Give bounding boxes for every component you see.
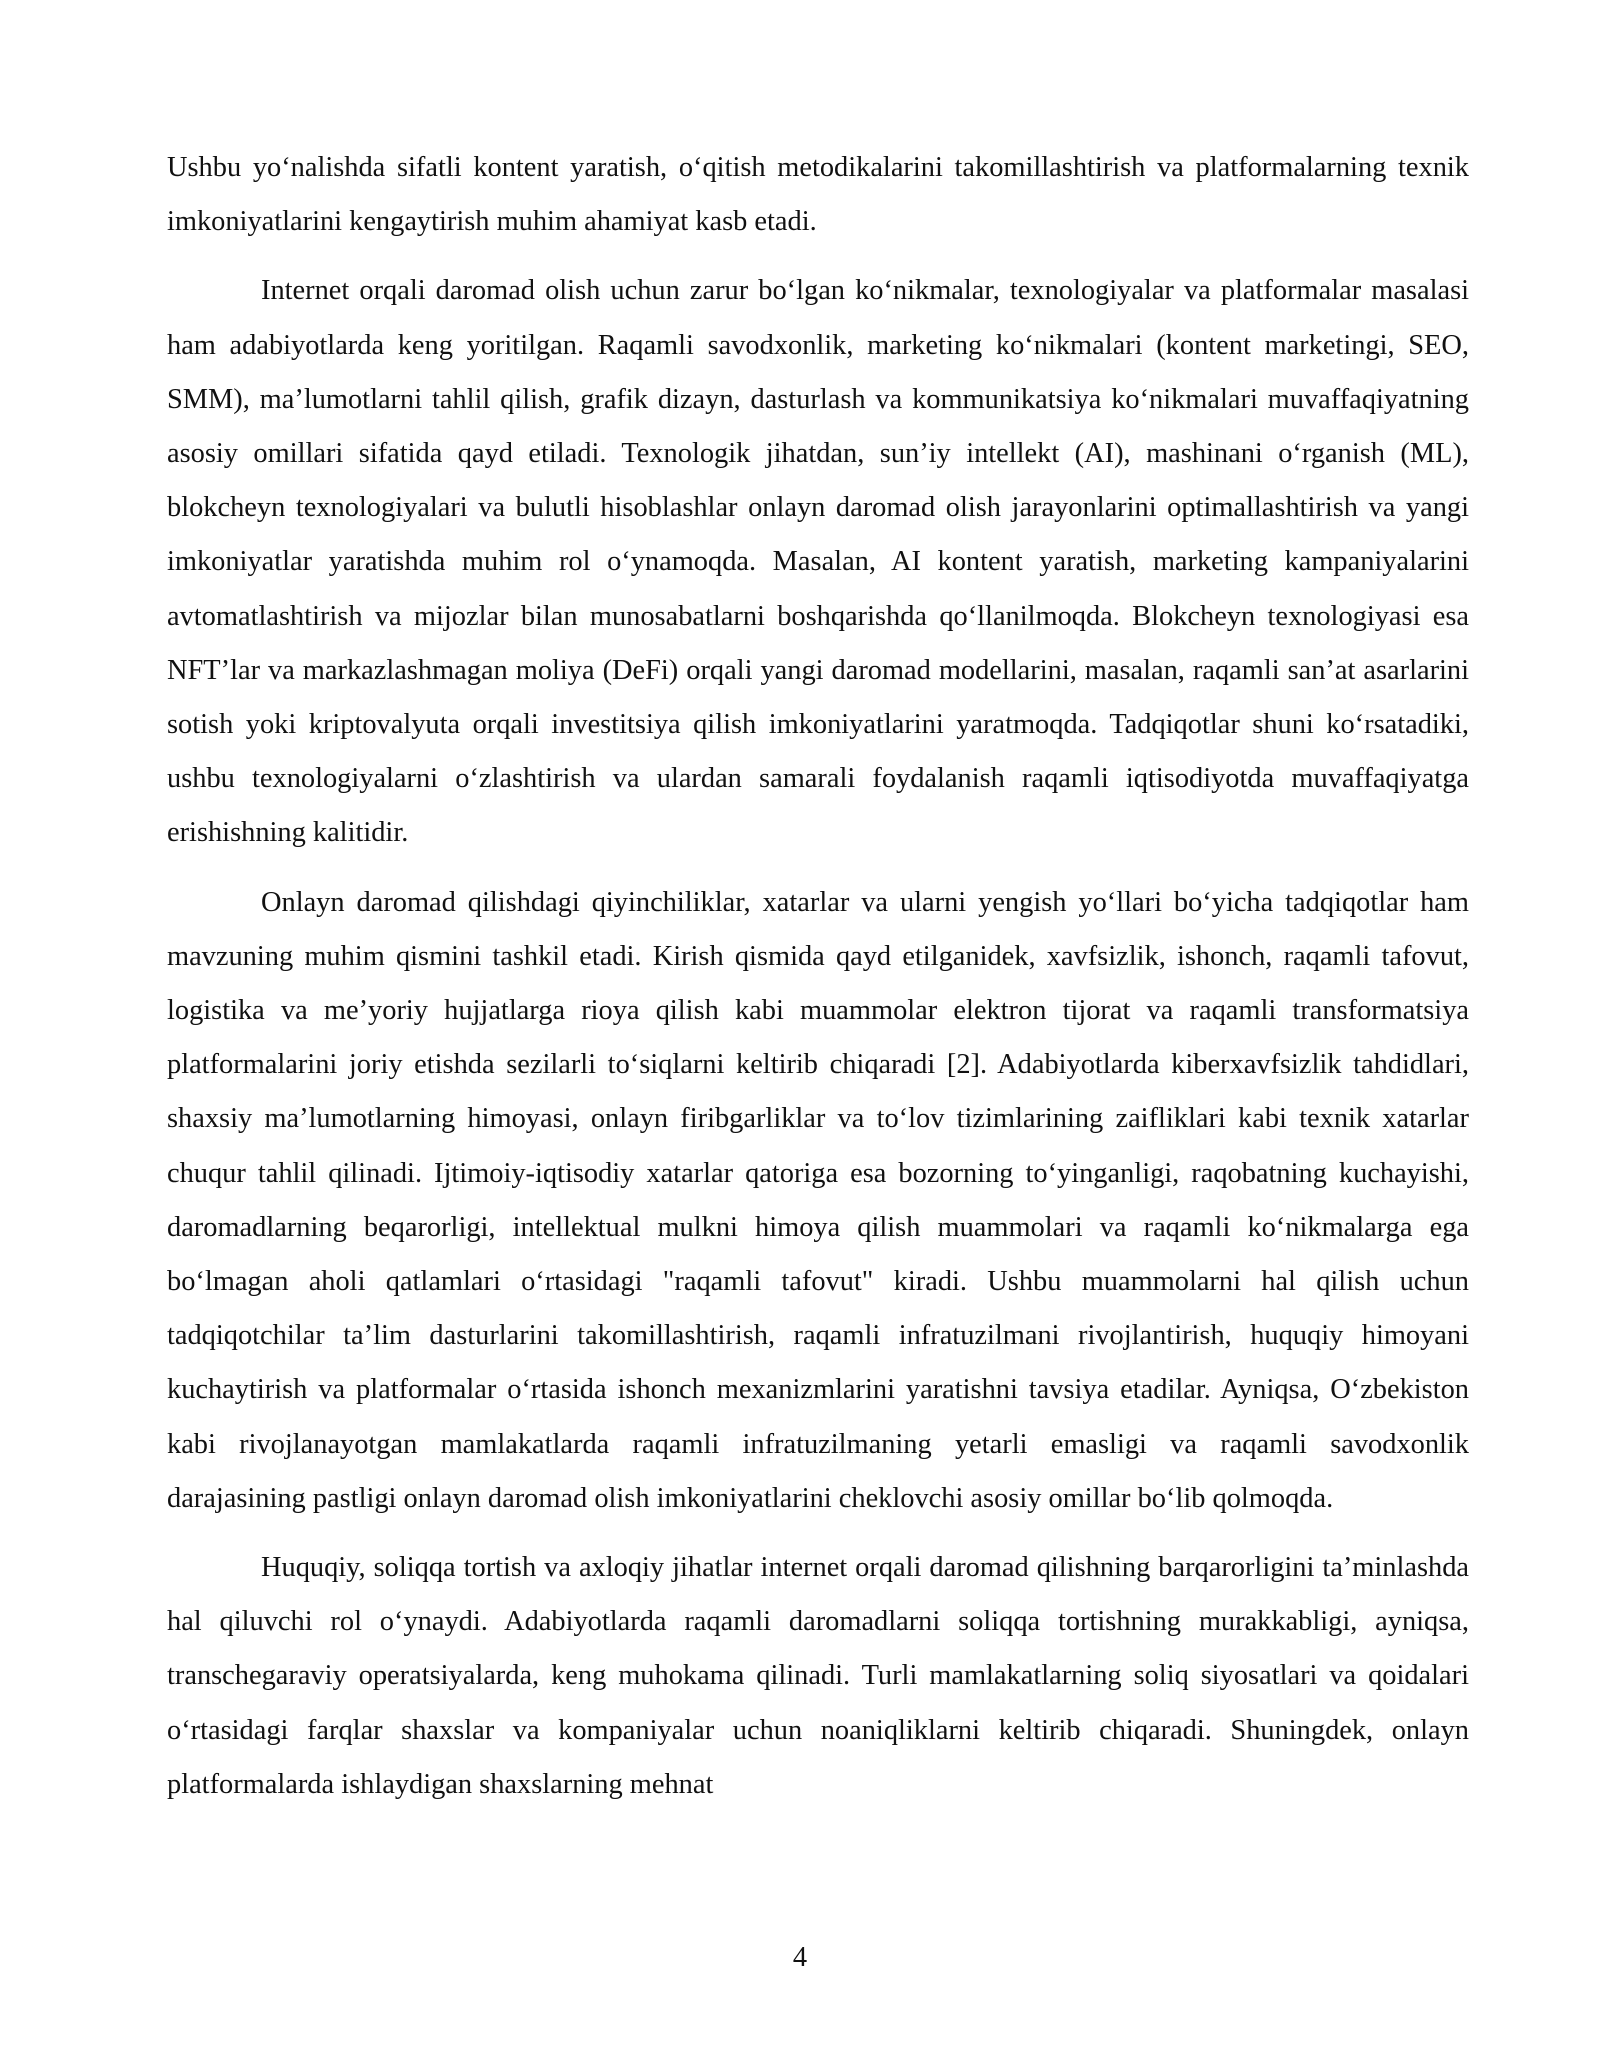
paragraph-3: Onlayn daromad qilishdagi qiyinchiliklar, xatarlar va ularni yengish yo‘llari bo‘yicha tadqiqotlar ham mavzuning muhim qismini tashkil etadi. Kirish qismida qayd etilganidek, xavfsizlik, ishonch, raqamli tafovut, logistika va me’yoriy hujjatlarga rioya qilish kabi muammolar elektron tijorat va raqamli transformatsiya platformalarini joriy etishda sezilarli to‘siqlarni keltirib chiqaradi [2]. Adabiyotlarda kiberxavfsizlik tahdidlari, shaxsiy ma’lumotlarning himoyasi, onlayn firibgarliklar va to‘lov tizimlarining zaifliklari kabi texnik xatarlar chuqur tahlil qilinadi. Ijtimoiy-iqtisodiy xatarlar qatoriga esa bozorning to‘yinganligi, raqobatning kuchayishi, daromadlarning beqarorligi, intellektual mulkni himoya qilish muammolari va raqamli ko‘nikmalarga ega bo‘lmagan aholi qatlamlari o‘rtasidagi "raqamli tafovut" kiradi. Ushbu muammolarni hal qilish uchun tadqiqotchilar ta’lim dasturlarini takomillashtirish, raqamli infratuzilmani rivojlantirish, huquqiy himoyani kuchaytirish va platformalar o‘rtasida ishonch mexanizmlarini yaratishni tavsiya etadilar. Ayniqsa, O‘zbekiston kabi rivojlanayotgan mamlakatlarda raqamli infratuzilmaning yetarli emasligi va raqamli savodxonlik darajasining pastligi onlayn daromad olish imkoniyatlarini cheklovchi asosiy omillar bo‘lib qolmoqda. <box>167 886 1469 1514</box>
body-text <box>167 141 1469 1812</box>
paragraph-2: Internet orqali daromad olish uchun zarur bo‘lgan ko‘nikmalar, texnologiyalar va platformalar masalasi ham adabiyotlarda keng yoritilgan. Raqamli savodxonlik, marketing ko‘nikmalari (kontent marketingi, SEO, SMM), ma’lumotlarni tahlil qilish, grafik dizayn, dasturlash va kommunikatsiya ko‘nikmalari muvaffaqiyatning asosiy omillari sifatida qayd etiladi. Texnologik jihatdan, sun’iy intellekt (AI), mashinani o‘rganish (ML), blokcheyn texnologiyalari va bulutli hisoblashlar onlayn daromad olish jarayonlarini optimallashtirish va yangi imkoniyatlar yaratishda muhim rol o‘ynamoqda. Masalan, AI kontent yaratish, marketing kampaniyalarini avtomatlashtirish va mijozlar bilan munosabatlarni boshqarishda qo‘llanilmoqda. Blokcheyn texnologiyasi esa NFT’lar va markazlashmagan moliya (DeFi) orqali yangi daromad modellarini, masalan, raqamli san’at asarlarini sotish yoki kriptovalyuta orqali investitsiya qilish imkoniyatlarini yaratmoqda. Tadqiqotlar shuni ko‘rsatadiki, ushbu texnologiyalarni o‘zlashtirish va ulardan samarali foydalanish raqamli iqtisodiyotda muvaffaqiyatga erishishning kalitidir. <box>167 275 1469 849</box>
page-number: 4 <box>792 1942 808 1973</box>
paragraph-1: Ushbu yo‘nalishda sifatli kontent yaratish, o‘qitish metodikalarini takomillashtirish va platformalarning texnik imkoniyatlarini kengaytirish muhim ahamiyat kasb etadi. <box>167 152 1469 238</box>
paragraph-4: Huquqiy, soliqqa tortish va axloqiy jihatlar internet orqali daromad qilishning barqarorligini ta’minlashda hal qiluvchi rol o‘ynaydi. Adabiyotlarda raqamli daromadlarni soliqqa tortishning murakkabligi, ayniqsa, transchegaraviy operatsiyalarda, keng muhokama qilinadi. Turli mamlakatlarning soliq siyosatlari va qoidalari o‘rtasidagi farqlar shaxslar va kompaniyalar uchun noaniqliklarni keltirib chiqaradi. Shuningdek, onlayn platformalarda ishlaydigan shaxslarning mehnat <box>167 1552 1469 1800</box>
